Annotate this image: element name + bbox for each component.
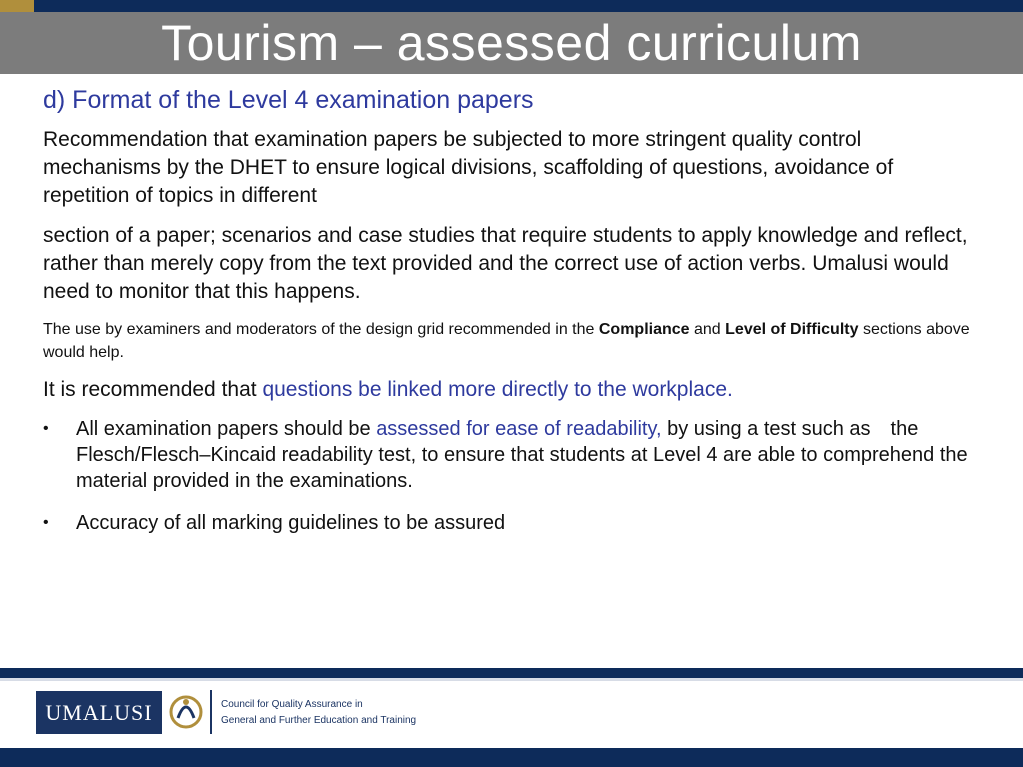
footer-band — [0, 668, 1023, 678]
slide-content — [43, 84, 983, 552]
list-item — [43, 510, 983, 536]
council-line-2: General and Further Education and Training — [221, 715, 417, 726]
level-of-difficulty-bold: Level of Difficulty — [725, 321, 859, 338]
bullet-text-b: by using a test such as the Flesch/Flesch–Kincaid readability test, to ensure that students at Level 4 are able to comprehend the material provided in the examinations. — [76, 418, 968, 492]
slide-title: Tourism – assessed curriculum — [161, 15, 862, 71]
footer-band-light — [0, 678, 1023, 681]
footer-bottom-band — [0, 748, 1023, 767]
readability-highlight: assessed for ease of readability, — [376, 418, 662, 440]
council-line-1: Council for Quality Assurance in — [221, 699, 363, 710]
section-heading: d) Format of the Level 4 examination papers — [43, 86, 534, 114]
council-name — [221, 697, 416, 729]
design-grid-text-c: sections above would help. — [43, 321, 970, 361]
bullet-text-a: All examination papers should be — [76, 418, 377, 440]
top-strip — [0, 0, 1023, 12]
umalusi-logo: UMALUSI — [36, 691, 162, 734]
bullet-list — [43, 416, 983, 536]
bullet-icon: • — [43, 514, 49, 531]
workplace-highlight: questions be linked more directly to the workplace. — [262, 378, 733, 401]
paragraph-scenarios: section of a paper; scenarios and case studies that require students to apply knowledge and reflect, rather than merely copy from the text provided and the correct use of action verbs. Umalusi would need to monitor that this happens. — [43, 224, 968, 303]
compliance-bold: Compliance — [598, 321, 690, 338]
bullet-icon: • — [43, 420, 49, 437]
paragraph-design-grid — [43, 318, 983, 364]
umalusi-emblem-icon — [168, 688, 204, 736]
paragraph-workplace — [43, 376, 983, 404]
workplace-text: It is recommended that — [43, 378, 263, 401]
bullet-text: Accuracy of all marking guidelines to be assured — [76, 512, 506, 534]
footer-divider — [210, 690, 212, 734]
design-grid-text-b: and — [689, 321, 726, 338]
paragraph-recommendation: Recommendation that examination papers be subjected to more stringent quality control mechanisms by the DHET to ensure logical divisions, scaffolding of questions, avoidance of repetition of topics in different — [43, 128, 894, 207]
design-grid-text-a: The use by examiners and moderators of the design grid recommended in the — [43, 321, 599, 338]
top-accent — [0, 0, 34, 12]
list-item — [43, 416, 983, 494]
